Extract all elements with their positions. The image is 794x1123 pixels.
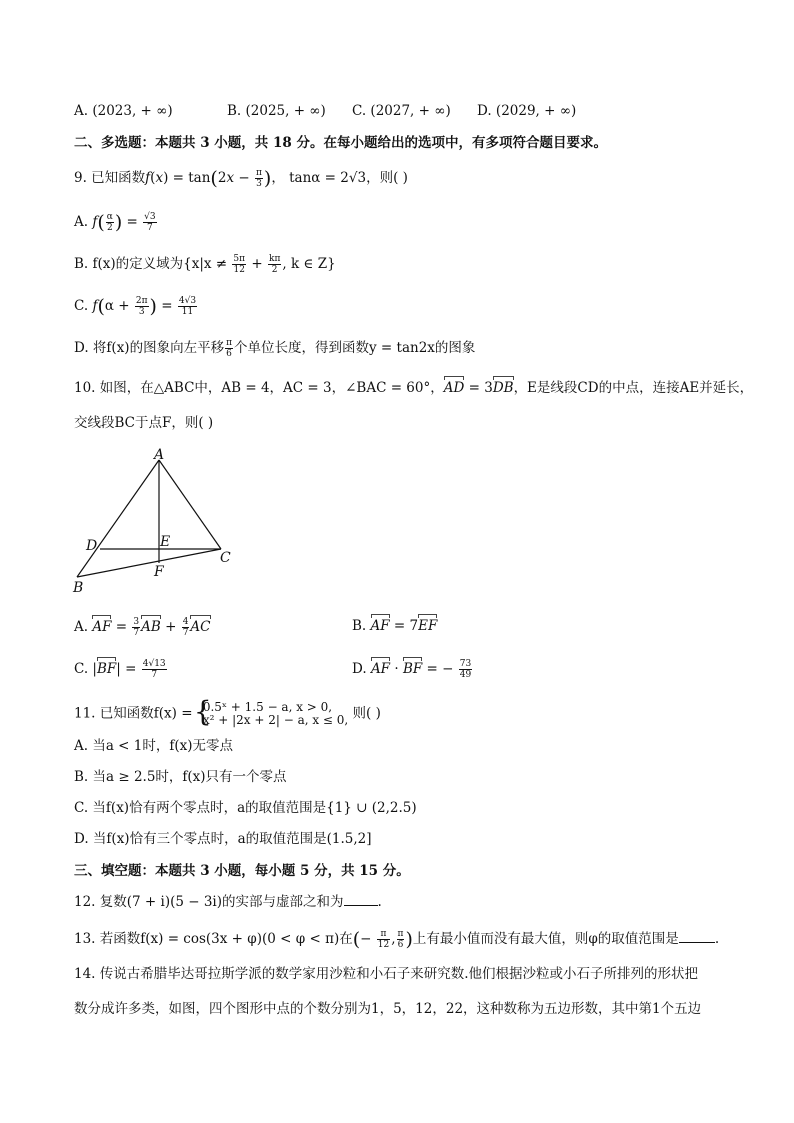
q11-stem: 11. 已知函数f(x) = { 0.5ˣ + 1.5 − a, x > 0, x² + |2x + 2| − a, x ≤ 0, 则( ): [74, 701, 381, 727]
q10-option-d: D. AF · BF = − $\frac{73}{49}$: [352, 659, 472, 680]
q10-option-c: C. |BF| = $\frac{4√13}{7}$: [74, 659, 166, 680]
q13-answer-blank[interactable]: [679, 930, 715, 943]
section-heading-multiple-choice: 二、多选题：本题共 3 小题，共 18 分。在每小题给出的选项中，有多项符合题目要求。: [74, 135, 607, 151]
q9-option-c: C. f(α + $\frac{2\pi}{3}$ ) = $\frac{4√3}{11}$: [74, 295, 197, 318]
label-a: A: [154, 447, 165, 463]
q11-option-a: A. 当a < 1时，f(x)无零点: [74, 738, 234, 754]
q10-triangle-figure: [70, 446, 240, 596]
q8-option-a: A. (2023, + ∞): [74, 103, 173, 119]
q14-stem-line2: 数分成许多类，如图，四个图形中点的个数分别为1，5，12，22，这种数称为五边形数，其中第1个五边: [74, 1001, 702, 1017]
q11-option-d: D. 当f(x)恰有三个零点时，a的取值范围是(1.5,2]: [74, 831, 372, 847]
q14-stem-line1: 14. 传说古希腊毕达哥拉斯学派的数学家用沙粒和小石子来研究数.他们根据沙粒或小石子所排列的形状把: [74, 966, 699, 982]
q9-option-d: D. 将f(x)的图象向左平移 $\frac{\pi}{6}$ 个单位长度，得到函数y = tan2x的图象: [74, 338, 476, 359]
q10-option-b: B. AF = 7EF: [352, 618, 438, 634]
q11-option-b: B. 当a ≥ 2.5时，f(x)只有一个零点: [74, 769, 287, 785]
label-d: D: [86, 538, 98, 554]
q10-option-a: A. AF = $\frac{3}{7}$ AB + $\frac{4}{7}$ AC: [74, 617, 211, 638]
label-e: E: [160, 534, 171, 550]
q9-option-a: A. f( $\frac{\alpha}{2}$ ) = $\frac{√3}{7}$: [74, 211, 156, 234]
q8-option-d: D. (2029, + ∞): [477, 103, 577, 119]
q8-option-b: B. (2025, + ∞): [227, 103, 326, 119]
q10-stem-line2: 交线段BC于点F，则( ): [74, 415, 214, 431]
label-c: C: [220, 550, 231, 566]
q8-option-c: C. (2027, + ∞): [352, 103, 451, 119]
q13-stem: 13. 若函数f(x) = cos(3x + φ)(0 < φ < π)在(− $\frac{\pi}{12}$ , $\frac{\pi}{6}$ )上有最小值而没有最大值，则φ的取值范围是 .: [74, 928, 720, 951]
section-heading-fill-blank: 三、填空题：本题共 3 小题，每小题 5 分，共 15 分。: [74, 863, 410, 879]
label-b: B: [73, 580, 84, 596]
label-f: F: [154, 564, 164, 580]
q9-stem: 9. 已知函数f(x) = tan(2x − $\frac{\pi}{3}$ )， tanα = 2√3，则( ): [74, 167, 408, 190]
q10-stem-line1: 10. 如图，在△ABC中，AB = 4，AC = 3，∠BAC = 60°，AD = 3DB，E是线段CD的中点，连接AE并延长，: [74, 380, 754, 396]
q12-answer-blank[interactable]: [344, 893, 378, 906]
q11-option-c: C. 当f(x)恰有两个零点时，a的取值范围是{1} ∪ (2,2.5): [74, 800, 417, 816]
q12-stem: 12. 复数(7 + i)(5 − 3i)的实部与虚部之和为 .: [74, 894, 382, 910]
q9-option-b: B. f(x)的定义域为{x|x ≠ $\frac{5\pi}{12}$ + $\frac{k\pi}{2}$ , k ∈ Z}: [74, 254, 336, 275]
